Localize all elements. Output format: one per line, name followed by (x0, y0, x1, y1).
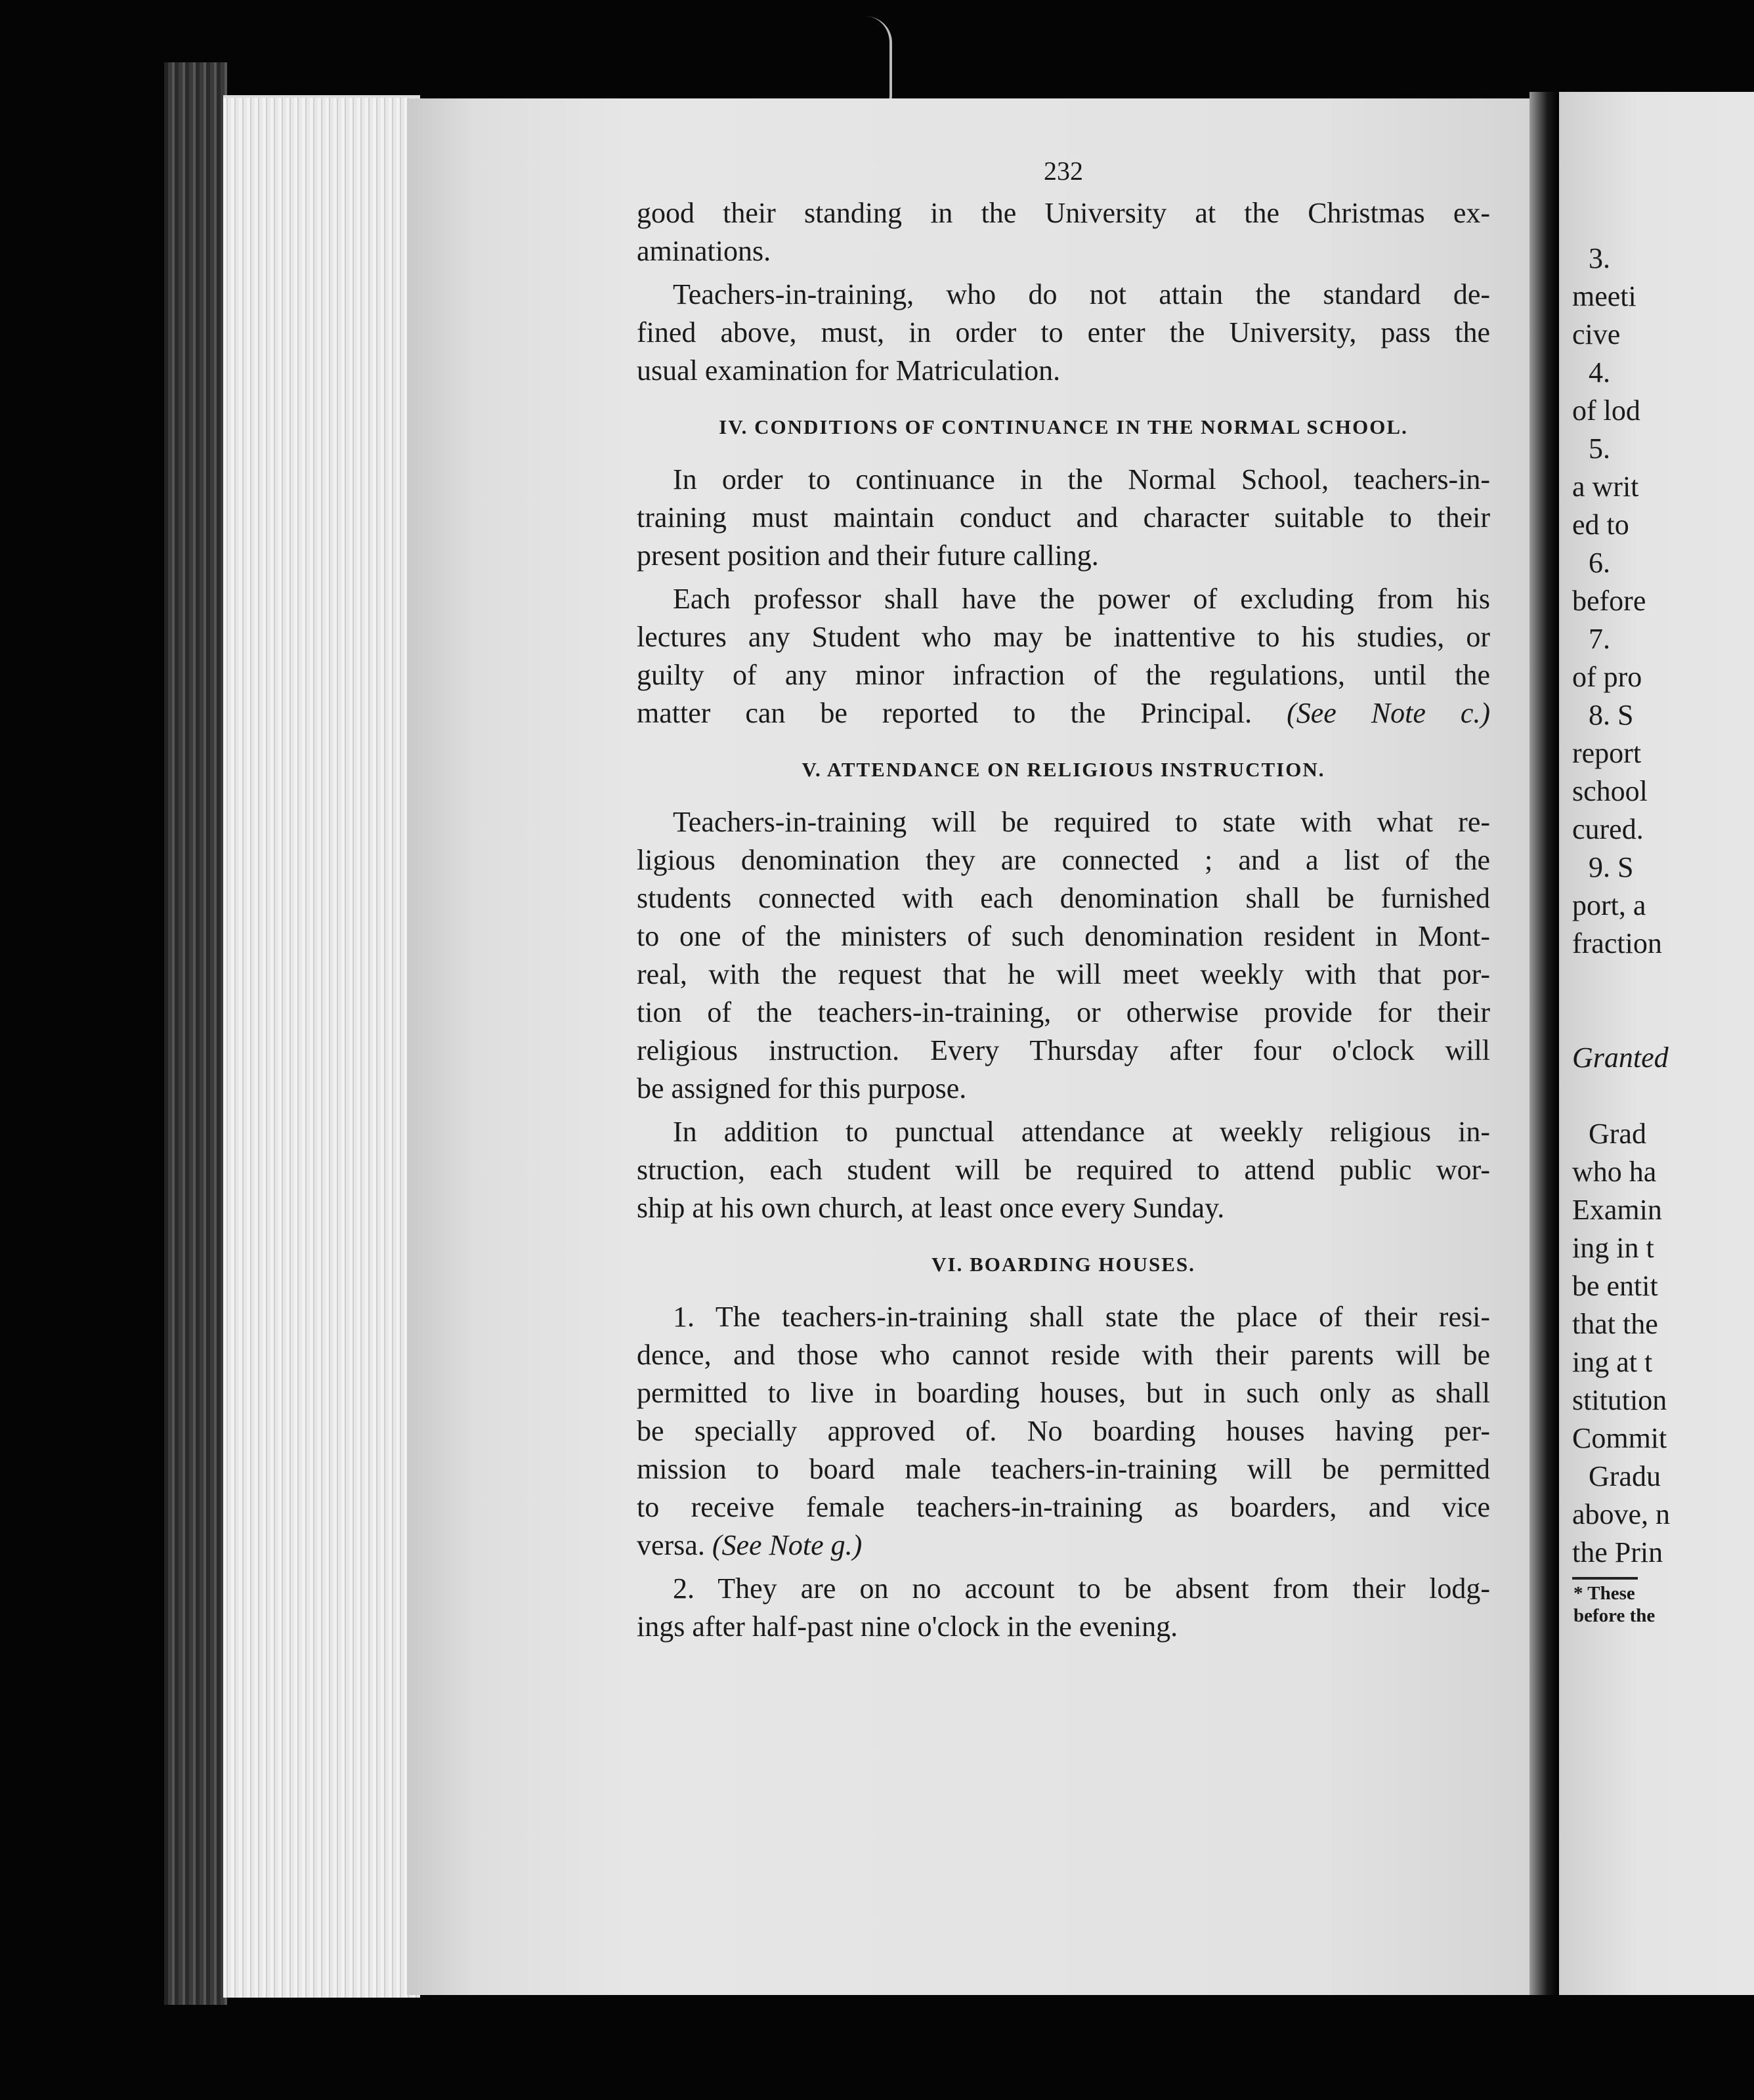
text-line: ship at his own church, at least once every Sunday. (637, 1192, 1225, 1224)
text-line: Grad (1589, 1118, 1646, 1150)
text-line: of pro (1572, 661, 1642, 693)
text-line (1559, 963, 1754, 1001)
text-line: school (1572, 775, 1648, 807)
text-line: cured. (1572, 813, 1644, 845)
section-heading: IV. CONDITIONS OF CONTINUANCE IN THE NORMAL SCHOOL. (719, 415, 1408, 438)
note-reference: (See Note g.) (712, 1529, 863, 1561)
right-page-text (1559, 240, 1754, 1627)
text-line: 3. (1589, 242, 1610, 274)
text-line: who ha (1572, 1156, 1657, 1188)
note-reference: (See Note c.) (1287, 697, 1490, 729)
section-heading: VI. BOARDING HOUSES. (931, 1253, 1195, 1276)
text-line: stitution (1572, 1384, 1667, 1416)
text-line: above, n (1572, 1498, 1671, 1530)
text-line: students connected with each denomination shall be furnished (637, 882, 1490, 914)
text-line: In addition to punctual attendance at weekly religious in- (673, 1116, 1490, 1148)
text-line: 4. (1589, 356, 1610, 388)
text-line: a writ (1572, 471, 1639, 503)
text-line: Commit (1572, 1422, 1667, 1454)
text-line (637, 694, 1490, 732)
page-stack-edges (223, 95, 420, 1998)
text-line: the Prin (1572, 1536, 1663, 1568)
text-line: to one of the ministers of such denomination resident in Mont- (637, 920, 1490, 952)
text-line: port, a (1572, 889, 1646, 921)
paragraph (637, 1113, 1490, 1227)
text-line: Examin (1572, 1194, 1662, 1226)
text-line (637, 1526, 1490, 1564)
footnote-rule (1572, 1577, 1638, 1580)
paragraph (637, 276, 1490, 390)
text-line: aminations. (637, 235, 771, 267)
text-span: matter can be reported to the Principal. (637, 697, 1252, 729)
paragraph (637, 1570, 1490, 1646)
text-line: meeti (1572, 280, 1636, 312)
text-line: fraction (1572, 927, 1662, 959)
text-line: good their standing in the University at the Christmas ex- (637, 197, 1490, 229)
text-line: Each professor shall have the power of excluding from his (673, 583, 1490, 615)
text-line: ing at t (1572, 1346, 1653, 1378)
text-span: versa. (637, 1529, 705, 1561)
page-number: 232 (1044, 156, 1083, 186)
text-line: cive (1572, 318, 1621, 350)
footnote-line: * These (1573, 1583, 1635, 1604)
book-cover-edge (164, 62, 227, 2005)
paragraph (637, 461, 1490, 575)
section-heading: V. ATTENDANCE ON RELIGIOUS INSTRUCTION. (802, 758, 1325, 781)
text-line: be specially approved of. No boarding houses having per- (637, 1415, 1490, 1447)
text-line: that the (1572, 1308, 1658, 1340)
paragraph (637, 194, 1490, 270)
book-gutter (1529, 92, 1559, 1995)
left-page-text (637, 152, 1490, 1651)
text-line: real, with the request that he will meet weekly with that por- (637, 958, 1490, 990)
text-line (1559, 1077, 1754, 1115)
footnote-line: before the (1573, 1605, 1656, 1626)
text-line: struction, each student will be required to attend public wor- (637, 1154, 1490, 1186)
text-line: 5. (1589, 432, 1610, 465)
text-line: 2. They are on no account to be absent from their lodg- (673, 1572, 1490, 1605)
text-line: be assigned for this purpose. (637, 1072, 967, 1104)
text-line: Teachers-in-training, who do not attain the standard de- (673, 278, 1490, 310)
right-page (1559, 92, 1754, 1995)
text-line: dence, and those who cannot reside with their parents will be (637, 1339, 1490, 1371)
text-line: training must maintain conduct and character suitable to their (637, 501, 1490, 534)
text-line: ed to (1572, 509, 1629, 541)
text-line: Teachers-in-training will be required to state with what re- (673, 806, 1490, 838)
text-line: ings after half-past nine o'clock in the evening. (637, 1610, 1178, 1643)
paragraph (637, 580, 1490, 732)
text-line: permitted to live in boarding houses, but in such only as shall (637, 1377, 1490, 1409)
paragraph (637, 803, 1490, 1108)
text-line: be entit (1572, 1270, 1658, 1302)
text-line: 8. S (1589, 699, 1634, 731)
text-line: Gradu (1589, 1460, 1661, 1492)
text-line: report (1572, 737, 1642, 769)
text-line: usual examination for Matriculation. (637, 354, 1061, 387)
text-line: present position and their future calling. (637, 539, 1099, 572)
text-line: tion of the teachers-in-training, or otherwise provide for their (637, 996, 1490, 1028)
text-line: 6. (1589, 547, 1610, 579)
paragraph (637, 1298, 1490, 1564)
text-line: 1. The teachers-in-training shall state the place of their resi- (673, 1301, 1490, 1333)
text-line: of lod (1572, 394, 1640, 427)
text-line: lectures any Student who may be inattentive to his studies, or (637, 621, 1490, 653)
text-line: ligious denomination they are connected ; and a list of the (637, 844, 1490, 876)
text-line (1559, 1001, 1754, 1039)
text-line: mission to board male teachers-in-training will be permitted (637, 1453, 1490, 1485)
text-line: 7. (1589, 623, 1610, 655)
text-line: before (1572, 585, 1646, 617)
text-line: In order to continuance in the Normal School, teachers-in- (673, 463, 1490, 495)
text-line: fined above, must, in order to enter the University, pass the (637, 316, 1490, 348)
text-line: ing in t (1572, 1232, 1654, 1264)
text-line: Granted (1572, 1041, 1669, 1074)
text-line: guilty of any minor infraction of the regulations, until the (637, 659, 1490, 691)
text-line: to receive female teachers-in-training as boarders, and vice (637, 1491, 1490, 1523)
text-line: religious instruction. Every Thursday after four o'clock will (637, 1034, 1490, 1066)
text-line: 9. S (1589, 851, 1634, 883)
